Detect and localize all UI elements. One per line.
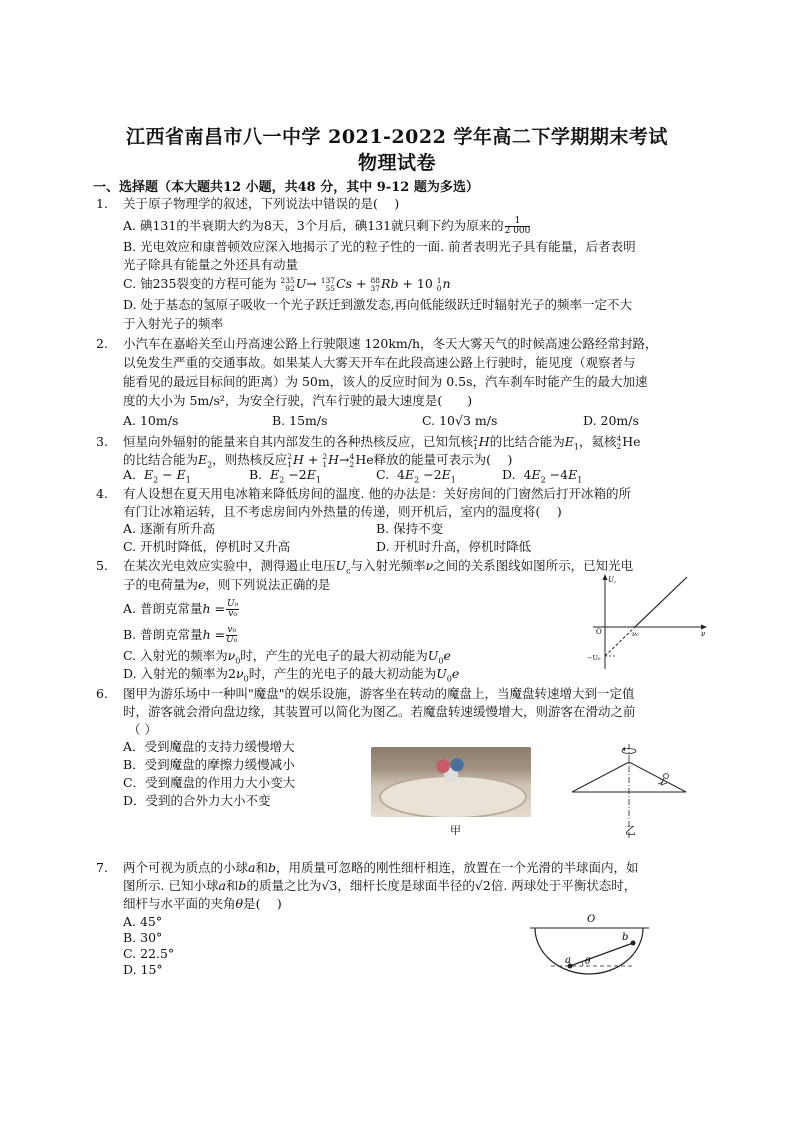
hemisphere-diagram	[527, 898, 652, 980]
option-b: B. 30°	[123, 930, 163, 945]
option-d: D. 20m/s	[583, 413, 639, 428]
option-c: C. 铀235裂变的方程可能为 235 92 U→ 137 55 Cs + 88 37 Rb + 10 1 0 n	[123, 275, 451, 293]
option-c: C．受到魔盘的作用力大小变大	[123, 775, 296, 790]
fraction: $\frac{1}{2 000}$	[504, 216, 531, 236]
figure-caption-jia: 甲	[450, 824, 461, 837]
exam-title: 江西省南昌市八一中学 2021-2022 学年高二下学期期末考试	[126, 126, 668, 148]
option-d-cont: 于入射光子的频率	[123, 316, 224, 331]
section-heading: 一、选择题（本大题共12 小题，共48 分，其中 9-12 题为多选）	[93, 180, 479, 195]
question-line: 图所示. 已知小球a和b的质量之比为√3，细杆长度是球面半径的√2倍. 两球处于平衡状态时，	[123, 878, 637, 893]
ball-b	[631, 941, 636, 946]
question-number: 6.	[96, 686, 108, 701]
option-d: D．受到的合外力大小不变	[123, 793, 271, 808]
option-c: C. 10√3 m/s	[422, 413, 498, 428]
option-a: A. 碘131的半衰期大约为8天，3个月后，碘131就只剩下约为原来的 $\frac{1}{2 000}$	[123, 216, 531, 236]
option-c: C. 22.5°	[123, 946, 175, 961]
option-b: B. $E_2 -2E_1$	[249, 467, 321, 485]
rigid-rod	[570, 943, 633, 966]
option-d: D. $4E_2 -4E_1$	[502, 467, 583, 485]
question-line: 小汽车在嘉峪关至山丹高速公路上行驶限速 120km/h，冬天大雾天气的时候高速公路经常封路，	[123, 336, 658, 351]
question-line: 以免发生严重的交通事故。如果某人大雾天开车在此段高速公路上行驶时，能见度（观察者与	[123, 355, 636, 370]
neg-u0-label: −U₀	[587, 654, 601, 662]
question-line: 图甲为游乐场中一种叫"魔盘"的娱乐设施，游客坐在转动的魔盘上，当魔盘转速增大到一定值	[123, 686, 635, 701]
option-a: A. 普朗克常量h = $\frac{\text{U₀}}{\text{v₀}}$	[123, 599, 239, 619]
ball-a-label: a	[565, 955, 571, 966]
question-line: （ ）	[128, 722, 157, 737]
option-d: D. 处于基态的氢原子吸收一个光子跃迁到激发态,再向低能级跃迁时辐射光子的频率一定不大	[123, 297, 632, 312]
option-b: B．受到魔盘的摩擦力缓慢减小	[123, 757, 295, 772]
option-b-cont: 光子除具有能量之外还具有动量	[123, 257, 299, 272]
option-b: B. 保持不变	[376, 521, 444, 536]
question-line: 细杆与水平面的夹角θ是( )	[123, 896, 282, 911]
question-number: 5.	[96, 558, 108, 573]
question-line: 时，游客就会滑向盘边缘，其装置可以简化为图乙。若魔盘转速缓慢增大，则游客在滑动之前	[123, 704, 636, 719]
option-a: A．受到魔盘的支持力缓慢增大	[123, 739, 295, 754]
center-label: O	[587, 914, 596, 925]
axis-label-nu: ν	[701, 630, 706, 638]
question-line: 有人设想在夏天用电冰箱来降低房间的温度. 他的办法是：关好房间的门窗然后打开冰箱的所	[123, 486, 631, 501]
question-line: 在某次光电效应实验中，测得遏止电压$U_c$与入射光频率ν之间的关系图线如图所示，已知光电	[123, 558, 634, 576]
option-a: A. 10m/s	[123, 413, 179, 428]
person-icon	[664, 774, 669, 779]
option-d: D. 15°	[123, 962, 163, 977]
figure-caption-yi: 乙	[625, 824, 636, 837]
option-d: D. 入射光的频率为$2\nu_0$时，产生的光电子的最大初动能为$U_0e$	[123, 666, 460, 684]
question-line: 度的大小为 5m/s²，为安全行驶，汽车行驶的最大速度是( )	[123, 393, 473, 408]
magic-disc-photo	[371, 747, 531, 817]
option-b: B. 光电效应和康普顿效应深入地揭示了光的粒子性的一面. 前者表明光子具有能量，后者表明	[123, 239, 636, 254]
question-stem: 关于原子物理学的叙述，下列说法中错误的是( )	[123, 196, 400, 211]
question-line: 恒星向外辐射的能量来自其内部发生的各种热核反应，已知氘核 2 1 H的比结合能为$E_1$，氦核 4 2 He	[123, 433, 641, 452]
question-line: 有门让冰箱运转，且不考虑房间内外热量的传递，则开机后，室内的温度将( )	[123, 504, 562, 519]
option-c: C. 入射光的频率为$\nu_0$时，产生的光电子的最大初动能为$U_0e$	[123, 648, 451, 666]
graph-line-extension	[605, 627, 635, 656]
question-number: 1.	[96, 196, 108, 211]
origin-label: O	[596, 628, 602, 636]
option-a: A. $E_2 - E_1$	[123, 467, 191, 485]
question-line: 两个可视为质点的小球a和b，用质量可忽略的刚性细杆相连，放置在一个光滑的半球面内，如	[123, 860, 639, 875]
question-line: 能看见的最远目标间的距离）为 50m，该人的反应时间为 0.5s，汽车刹车时能产生的最大加速	[123, 374, 648, 389]
nu0-label: ν₀	[632, 630, 639, 638]
ball-b-label: b	[622, 932, 629, 943]
option-d: D. 开机时升高，停机时降低	[376, 539, 532, 554]
option-c: C. 开机时降低，停机时又升高	[123, 539, 291, 554]
option-a: A. 逐渐有所升高	[123, 521, 215, 536]
question-number: 4.	[96, 486, 108, 501]
question-number: 2.	[96, 336, 108, 351]
graph-line	[635, 577, 687, 627]
stopping-voltage-graph	[585, 572, 710, 672]
option-b: B. 15m/s	[272, 413, 328, 428]
angle-label: θ	[585, 957, 591, 967]
axis-label-u: U꜀	[608, 576, 617, 584]
question-number: 7.	[96, 860, 108, 875]
question-number: 3.	[96, 434, 108, 449]
option-a: A. 45°	[123, 914, 163, 929]
option-c: C. $4E_2 -2E_1$	[376, 467, 456, 485]
question-line: 的比结合能为$E_2$，则热核反应 2 1 H + 2 1 H→ 4 2 He释放的能量可表示为( )	[123, 451, 513, 470]
option-b: B. 普朗克常量h = $\frac{\text{v₀}}{\text{U₀}}$	[123, 625, 238, 645]
question-line: 子的电荷量为e，则下列说法正确的是	[123, 577, 331, 592]
exam-subject: 物理试卷	[357, 152, 436, 174]
